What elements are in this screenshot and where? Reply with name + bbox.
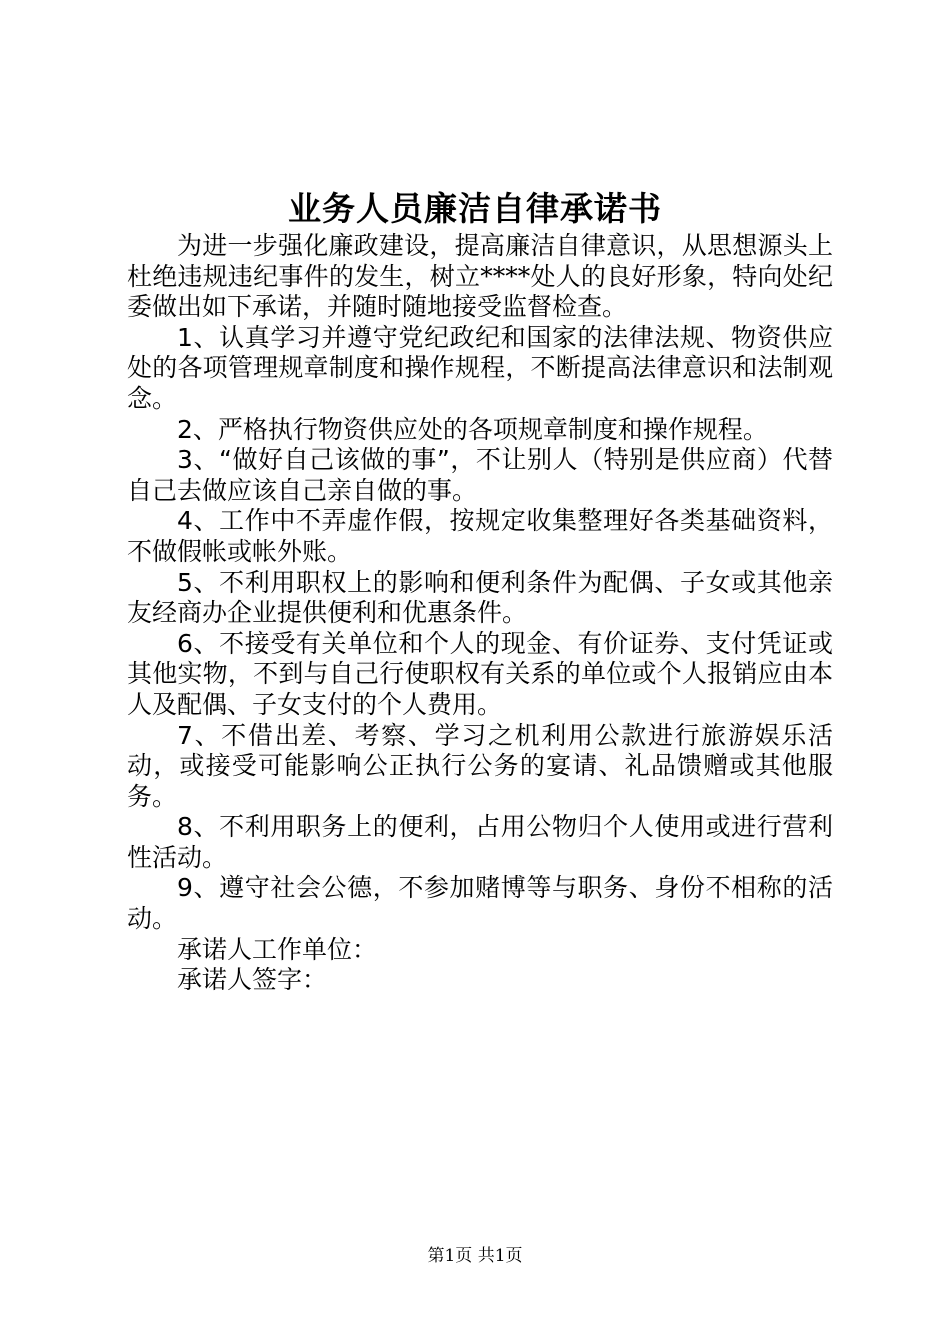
commitment-item-6: 6、不接受有关单位和个人的现金、有价证券、支付凭证或其他实物，不到与自己行使职权有关系的单位或个人报销应由本人及配偶、子女支付的个人费用。 bbox=[127, 628, 833, 719]
commitment-item-7: 7、不借出差、考察、学习之机利用公款进行旅游娱乐活动，或接受可能影响公正执行公务的宴请、礼品馈赠或其他服务。 bbox=[127, 720, 833, 811]
commitment-item-9: 9、遵守社会公德，不参加赌博等与职务、身份不相称的活动。 bbox=[127, 873, 833, 934]
commitment-item-2: 2、严格执行物资供应处的各项规章制度和操作规程。 bbox=[177, 414, 768, 444]
commitment-item-4: 4、工作中不弄虚作假，按规定收集整理好各类基础资料，不做假帐或帐外账。 bbox=[127, 506, 833, 566]
document-body bbox=[127, 231, 833, 996]
page-footer: 第1页 共1页 bbox=[427, 1246, 523, 1266]
commitment-item-3: 3、“做好自己该做的事”，不让别人（特别是供应商）代替自己去做应该自己亲自做的事。 bbox=[127, 445, 833, 505]
intro-paragraph: 为进一步强化廉政建设，提高廉洁自律意识，从思想源头上杜绝违规违纪事件的发生，树立****处人的良好形象，特向处纪委做出如下承诺，并随时随地接受监督检查。 bbox=[127, 231, 833, 322]
document-title: 业务人员廉洁自律承诺书 bbox=[288, 189, 662, 228]
signatory-sign-label: 承诺人签字： bbox=[177, 965, 328, 995]
commitment-item-1: 1、认真学习并遵守党纪政纪和国家的法律法规、物资供应处的各项管理规章制度和操作规程，不断提高法律意识和法制观念。 bbox=[127, 322, 833, 413]
commitment-item-5: 5、不利用职权上的影响和便利条件为配偶、子女或其他亲友经商办企业提供便利和优惠条件。 bbox=[127, 567, 833, 628]
commitment-item-8: 8、不利用职务上的便利，占用公物归个人使用或进行营利性活动。 bbox=[127, 812, 833, 872]
signatory-unit-label: 承诺人工作单位： bbox=[177, 934, 378, 964]
